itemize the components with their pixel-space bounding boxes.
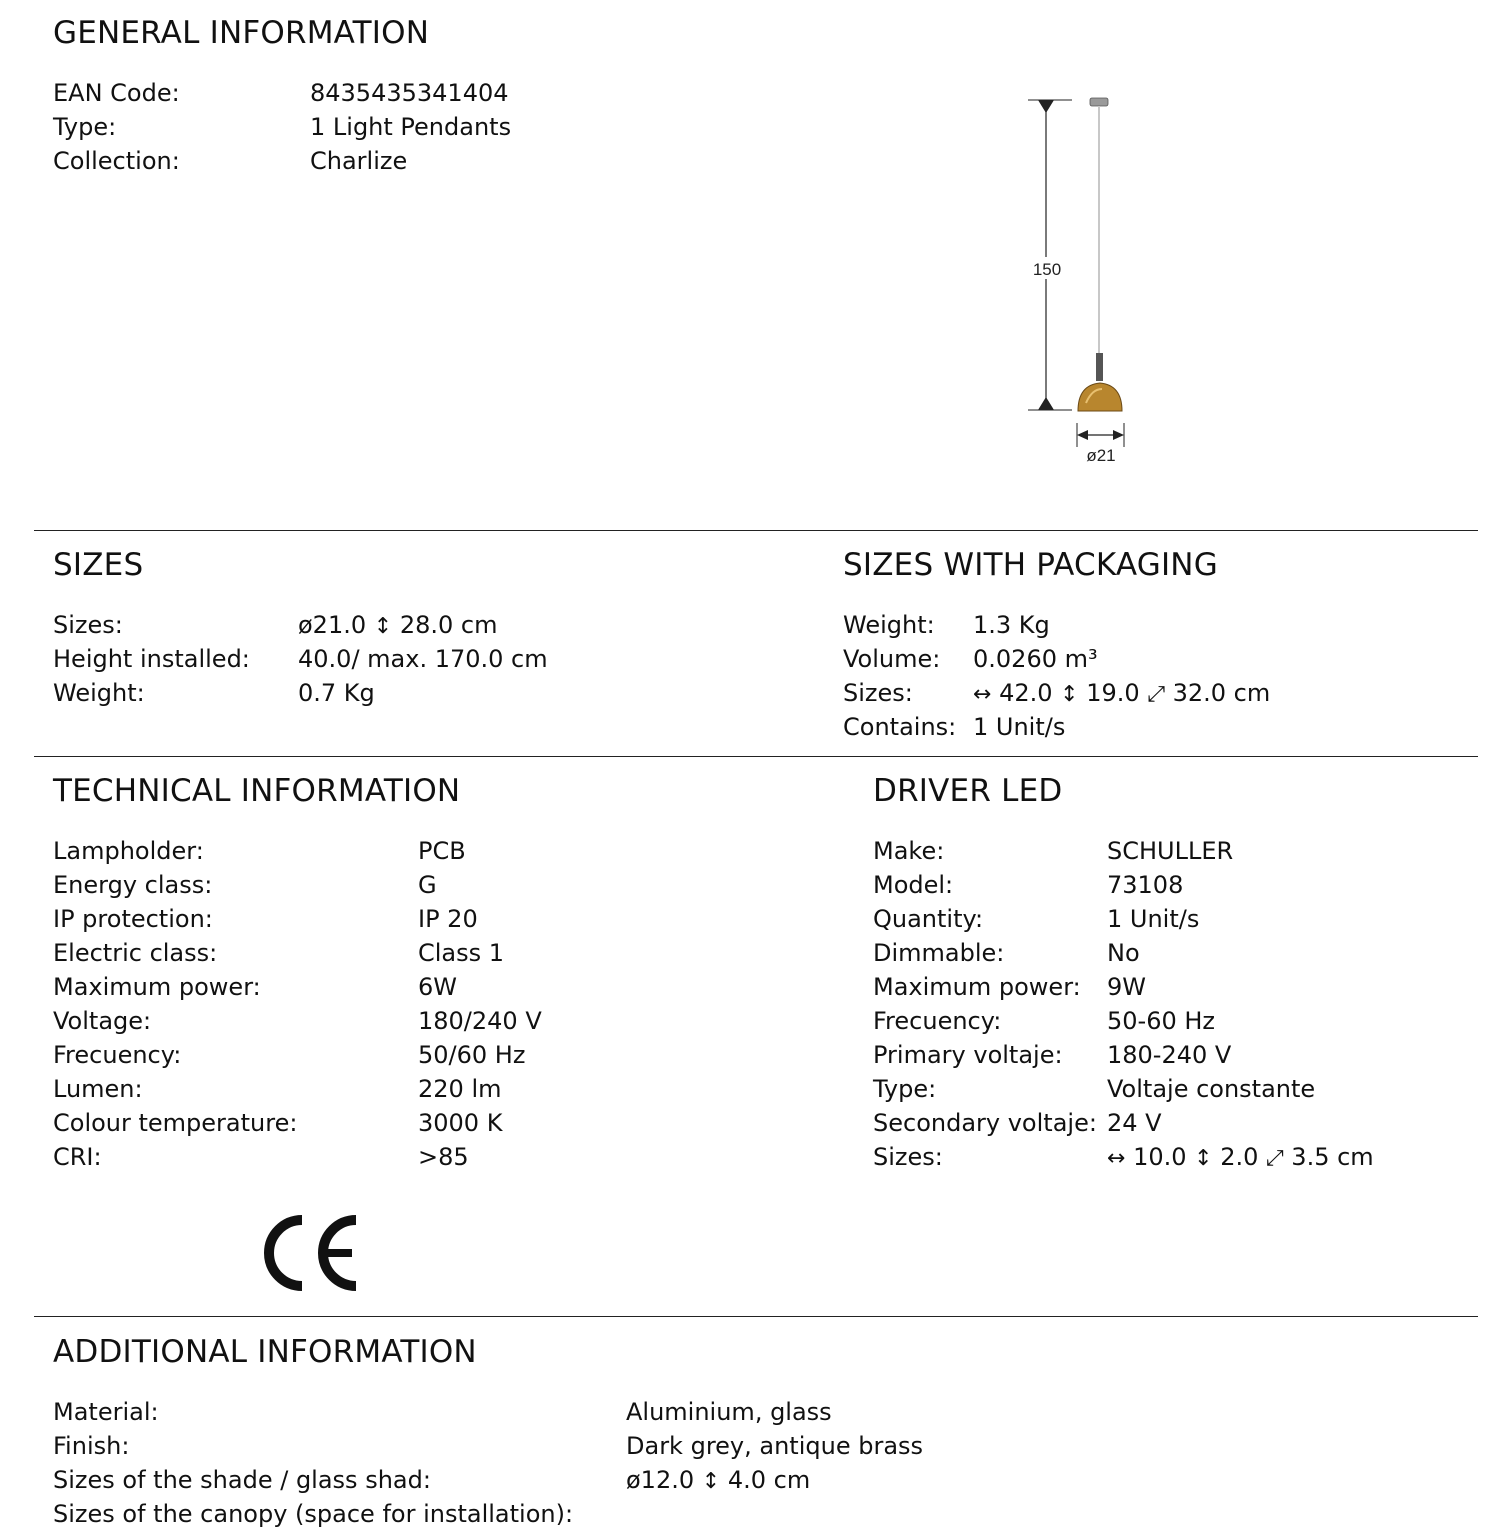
pack-contains-label: Contains: [843,713,957,741]
packaging-title: SIZES WITH PACKAGING [843,547,1218,583]
energy-class-label: Energy class: [53,871,213,899]
height-installed-label: Height installed: [53,645,250,673]
shade-diameter: ø12.0 [626,1466,695,1494]
driver-title: DRIVER LED [873,773,1063,809]
lampholder-label: Lampholder: [53,837,204,865]
socket [1096,353,1103,381]
cri-value: >85 [418,1143,469,1171]
material-label: Material: [53,1398,159,1426]
lumen-value: 220 lm [418,1075,502,1103]
frequency-value: 50/60 Hz [418,1041,526,1069]
sizes-diameter: ø21.0 [298,611,367,639]
lumen-label: Lumen: [53,1075,143,1103]
pack-contains-value: 1 Unit/s [973,713,1066,741]
driver-frequency-value: 50-60 Hz [1107,1007,1216,1035]
diameter-label: ø21 [1086,446,1116,465]
model-value: 73108 [1107,871,1184,899]
width-arrow-icon: ↔ [973,682,992,707]
height-installed-value: 40.0/ max. 170.0 cm [298,645,548,673]
width-arrow-icon: ↔ [1107,1146,1126,1171]
height-arrow-top [1038,100,1054,113]
material-value: Aluminium, glass [626,1398,832,1426]
pack-sizes-label: Sizes: [843,679,913,707]
diameter-arrow-right [1113,430,1124,440]
collection-value: Charlize [310,147,408,175]
diameter-arrow-left [1077,430,1088,440]
max-power-label: Maximum power: [53,973,261,1001]
shade-height: 4.0 cm [727,1466,811,1494]
type-value: 1 Light Pendants [310,113,512,141]
height-arrow-icon: ↕ [1060,682,1079,707]
weight-label: Weight: [53,679,145,707]
divider-3 [34,1316,1478,1317]
electric-class-value: Class 1 [418,939,505,967]
height-arrow-icon: ↕ [1194,1146,1213,1171]
ce-mark-icon [258,1210,362,1296]
depth-arrow-icon: ⤢ [1266,1146,1284,1171]
pack-weight-value: 1.3 Kg [973,611,1050,639]
driver-max-power-label: Maximum power: [873,973,1081,1001]
energy-class-value: G [418,871,437,899]
quantity-label: Quantity: [873,905,984,933]
dome-shade [1078,383,1122,411]
ip-protection-value: IP 20 [418,905,478,933]
driver-type-value: Voltaje constante [1107,1075,1316,1103]
frequency-label: Frecuency: [53,1041,182,1069]
driver-height: 2.0 [1220,1143,1259,1171]
driver-max-power-value: 9W [1107,973,1146,1001]
height-arrow-icon: ↕ [701,1469,721,1494]
colour-temperature-label: Colour temperature: [53,1109,298,1137]
primary-voltage-label: Primary voltaje: [873,1041,1063,1069]
colour-temperature-value: 3000 K [418,1109,503,1137]
shade-sizes-label: Sizes of the shade / glass shad: [53,1466,431,1494]
driver-type-label: Type: [873,1075,937,1103]
ean-label: EAN Code: [53,79,180,107]
weight-value: 0.7 Kg [298,679,375,707]
height-arrow-icon: ↕ [373,614,393,639]
driver-sizes-label: Sizes: [873,1143,943,1171]
driver-width: 10.0 [1133,1143,1187,1171]
pack-volume-value: 0.0260 m³ [973,645,1098,673]
model-label: Model: [873,871,954,899]
ip-protection-label: IP protection: [53,905,213,933]
dimmable-label: Dimmable: [873,939,1005,967]
sizes-value [298,608,497,644]
height-arrow-bottom [1038,397,1054,410]
max-power-value: 6W [418,973,457,1001]
sizes-height: 28.0 cm [399,611,498,639]
sizes-title: SIZES [53,547,144,583]
driver-frequency-label: Frecuency: [873,1007,1002,1035]
canopy [1090,98,1108,106]
driver-depth: 3.5 cm [1291,1143,1374,1171]
general-title: GENERAL INFORMATION [53,15,430,51]
pack-depth: 32.0 cm [1172,679,1271,707]
ean-value: 8435435341404 [310,79,509,107]
electric-class-label: Electric class: [53,939,218,967]
shade-sizes-value [626,1463,810,1499]
pack-width: 42.0 [999,679,1053,707]
cri-label: CRI: [53,1143,102,1171]
make-label: Make: [873,837,945,865]
finish-value: Dark grey, antique brass [626,1432,924,1460]
divider-2 [34,756,1478,757]
voltage-value: 180/240 V [418,1007,542,1035]
make-value: SCHULLER [1107,837,1234,865]
pendant-dimension-diagram [1000,85,1160,475]
pack-height: 19.0 [1086,679,1140,707]
voltage-label: Voltage: [53,1007,152,1035]
type-label: Type: [53,113,117,141]
dimmable-value: No [1107,939,1140,967]
technical-title: TECHNICAL INFORMATION [53,773,461,809]
sizes-label: Sizes: [53,611,123,639]
pack-weight-label: Weight: [843,611,935,639]
collection-label: Collection: [53,147,180,175]
pack-sizes-value [973,676,1270,712]
primary-voltage-value: 180-240 V [1107,1041,1232,1069]
divider-1 [34,530,1478,531]
secondary-voltage-value: 24 V [1107,1109,1162,1137]
canopy-sizes-label: Sizes of the canopy (space for installation): [53,1500,574,1528]
depth-arrow-icon: ⤢ [1147,682,1165,707]
lampholder-value: PCB [418,837,466,865]
driver-sizes-value [1107,1140,1374,1176]
additional-title: ADDITIONAL INFORMATION [53,1334,477,1370]
height-label: 150 [1032,260,1062,279]
finish-label: Finish: [53,1432,130,1460]
quantity-value: 1 Unit/s [1107,905,1200,933]
pack-volume-label: Volume: [843,645,941,673]
secondary-voltage-label: Secondary voltaje: [873,1109,1097,1137]
